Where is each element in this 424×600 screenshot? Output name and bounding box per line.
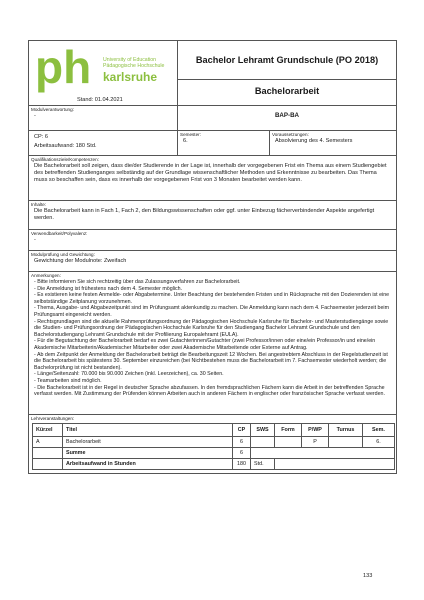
courses-header-row: [33, 424, 395, 437]
usability-cell: [29, 230, 397, 251]
sum-label: Summe: [63, 448, 233, 459]
exam-cell: [29, 251, 397, 272]
table-row: [33, 437, 395, 448]
remark-item: - Für die Begutachtung der Bachelorarbeit bedarf es zwei Gutachterinnen/Gutachter (zwei Professor/innen oder eine/ein Professor/in und eine/ein Akademische Mitarbeiterin/Akademischer Mitarbeiter oder zwei Akademische Mitarbeitende oder Externe auf Antrag.: [34, 338, 376, 351]
qualification-label: Qualifikationsziele/Kompetenzen:: [31, 157, 99, 162]
usability-value: -: [34, 237, 36, 243]
course-cp: 6: [233, 437, 251, 448]
cp-value: CP: 6: [34, 134, 48, 140]
logo-cell: [29, 41, 178, 106]
remark-item: - Die Bachelorarbeit ist in der Regel in deutscher Sprache abzufassen. In den fremdsprachlichen Fächern kann die Arbeit in der betreffenden Sprache verfasst werden. Mit Zustimmung der Prüfenden können Arbeiten auch in anderen Fächern in englischer oder französischer Sprache verfasst werden.: [34, 384, 385, 398]
workload-hours: 180: [233, 459, 251, 470]
col-header: SWS: [251, 424, 275, 437]
workload-row: [33, 459, 395, 470]
workload-unit: Std.: [251, 459, 275, 470]
logo-line-1: University of Education: [103, 57, 157, 63]
workload-value: Arbeitsaufwand: 180 Std.: [34, 143, 97, 149]
prereq-label: Voraussetzungen:: [272, 132, 309, 137]
remark-item: - Bitte informieren Sie sich rechtzeitig über das Zulassungsverfahren zur Bachelorarbeit.: [34, 279, 241, 285]
col-header: Form: [275, 424, 302, 437]
page-number: 133: [363, 573, 373, 579]
program-title: Bachelor Lehramt Grundschule (PO 2018): [195, 55, 379, 65]
course-turnus: [329, 437, 363, 448]
university-logo: [29, 41, 178, 97]
course-form: [275, 437, 302, 448]
contents-text: Die Bachelorarbeit kann in Fach 1, Fach 2, den Bildungswissenschaften oder ggf. unter Einbezug fächerverbindender Aspekte angefertigt werden.: [34, 208, 375, 221]
logo-city: karlsruhe: [103, 70, 158, 84]
sum-cp: 6: [233, 448, 251, 459]
stand-date: Stand: 01.04.2021: [77, 97, 123, 103]
usability-label: Verwendbarkeit/Polyvalenz:: [31, 231, 88, 236]
course-pwp: P: [302, 437, 329, 448]
responsible-label: Modulverantwortung:: [31, 107, 74, 112]
remark-item: - Teamarbeiten sind möglich.: [34, 377, 102, 384]
semester-cell: [178, 131, 270, 156]
col-header: Kürzel: [33, 424, 63, 437]
course-title: Bachelorarbeit: [63, 437, 233, 448]
prereq-value: Absolvierung des 4. Semesters: [275, 138, 353, 144]
semester-label: Semester:: [180, 132, 201, 137]
logo-mark: ph: [35, 41, 92, 93]
semester-value: 6.: [183, 138, 188, 144]
exam-label: Modulprüfung und Gewichtung:: [31, 252, 95, 257]
logo-line-2: Pädagogische Hochschule: [103, 63, 165, 69]
col-header: CP: [233, 424, 251, 437]
remarks-label: Anmerkungen:: [31, 273, 61, 278]
col-header: Titel: [63, 424, 233, 437]
remarks-cell: [29, 272, 397, 415]
qualification-text: Die Bachelorarbeit soll zeigen, dass die/der Studierende in der Lage ist, innerhalb der vorgegebenen Frist ein Thema aus einem Studiengebiet des betreffenden Studienganges selbständig auf der Grundlage wissenschaftlicher Methoden und Erkenntnisse zu bearbeiten. Das Thema muss so beschaffen sein, dass es innerhalb der vorgegebenen Frist von 3 Monaten bearbeitet werden kann.: [34, 163, 387, 183]
remark-item: - Rechtsgrundlagen sind die aktuelle Rahmenprüfungsordnung der Pädagogischen Hochschule Karlsruhe für Bachelor- und Masterstudiengänge sowie die Studien- und Prüfungsordnung der Pädagogischen Hochschule Karlsruhe für den Studiengang Bachelor Lehramt Grundschule und den Bachelorstudiengang Lehramt Grundschule mit der Profilierung Europalehramt (EULA).: [34, 318, 389, 338]
exam-value: Gewichtung der Modulnote: Zweifach: [34, 258, 127, 264]
module-code: BAP-BA: [274, 112, 300, 119]
contents-label: Inhalte:: [31, 202, 47, 207]
courses-cell: [29, 415, 397, 474]
code-cell: [178, 106, 397, 131]
module-sheet: [28, 40, 396, 474]
course-sws: [251, 437, 275, 448]
sum-row: [33, 448, 395, 459]
qualification-cell: [29, 156, 397, 201]
courses-table: [32, 423, 395, 470]
cp-cell: [29, 131, 178, 156]
remark-item: - Thema, Ausgabe- und Abgabezeitpunkt sind im Prüfungsamt aktenkundig zu machen. Die Anmeldung kann nach dem 4. Fachsemester jederzeit beim Prüfungsamt eingereicht werden.: [34, 305, 389, 318]
remark-item: - Ab dem Zeitpunkt der Anmeldung der Bachelorarbeit beträgt die Bearbeitungszeit 12 Wochen. Bei angestrebtem Abschluss in der Regelstudienzeit ist die Bachelorarbeit bis spätestens 30. September einzureichen (bei Nichtbestehen muss die Bachelorarbeit im 7. Fachsemester wiederholt werden; die Bachelorprüfung ist nicht bestanden).: [34, 351, 388, 371]
responsible-cell: [29, 106, 178, 131]
col-header: Turnus: [329, 424, 363, 437]
prereq-cell: [270, 131, 397, 156]
workload-label: Arbeitsaufwand in Stunden: [63, 459, 233, 470]
remark-item: - Länge/Seitenzahl: 70.000 bis 90.000 Zeichen (inkl. Leerzeichen), ca. 30 Seiten.: [34, 371, 224, 378]
remark-item: - Es existieren keine festen Anmelde- oder Abgabetermine. Unter Beachtung der bestehenden Fristen und in Rücksprache mit den Dozierenden ist eine selbstständige Zeitplanung vorzunehmen.: [34, 292, 390, 305]
course-code: A: [33, 437, 63, 448]
col-header: P/WP: [302, 424, 329, 437]
responsible-value: -: [34, 113, 36, 119]
course-sem: 6.: [363, 437, 395, 448]
courses-label: Lehrveranstaltungen:: [31, 416, 75, 421]
remark-item: - Die Anmeldung ist frühestens nach dem 4. Semester möglich.: [34, 285, 183, 292]
module-title: Bachelorarbeit: [254, 86, 320, 96]
contents-cell: [29, 201, 397, 230]
module-table: [28, 40, 397, 474]
title-cell: [178, 41, 397, 106]
col-header: Sem.: [363, 424, 395, 437]
